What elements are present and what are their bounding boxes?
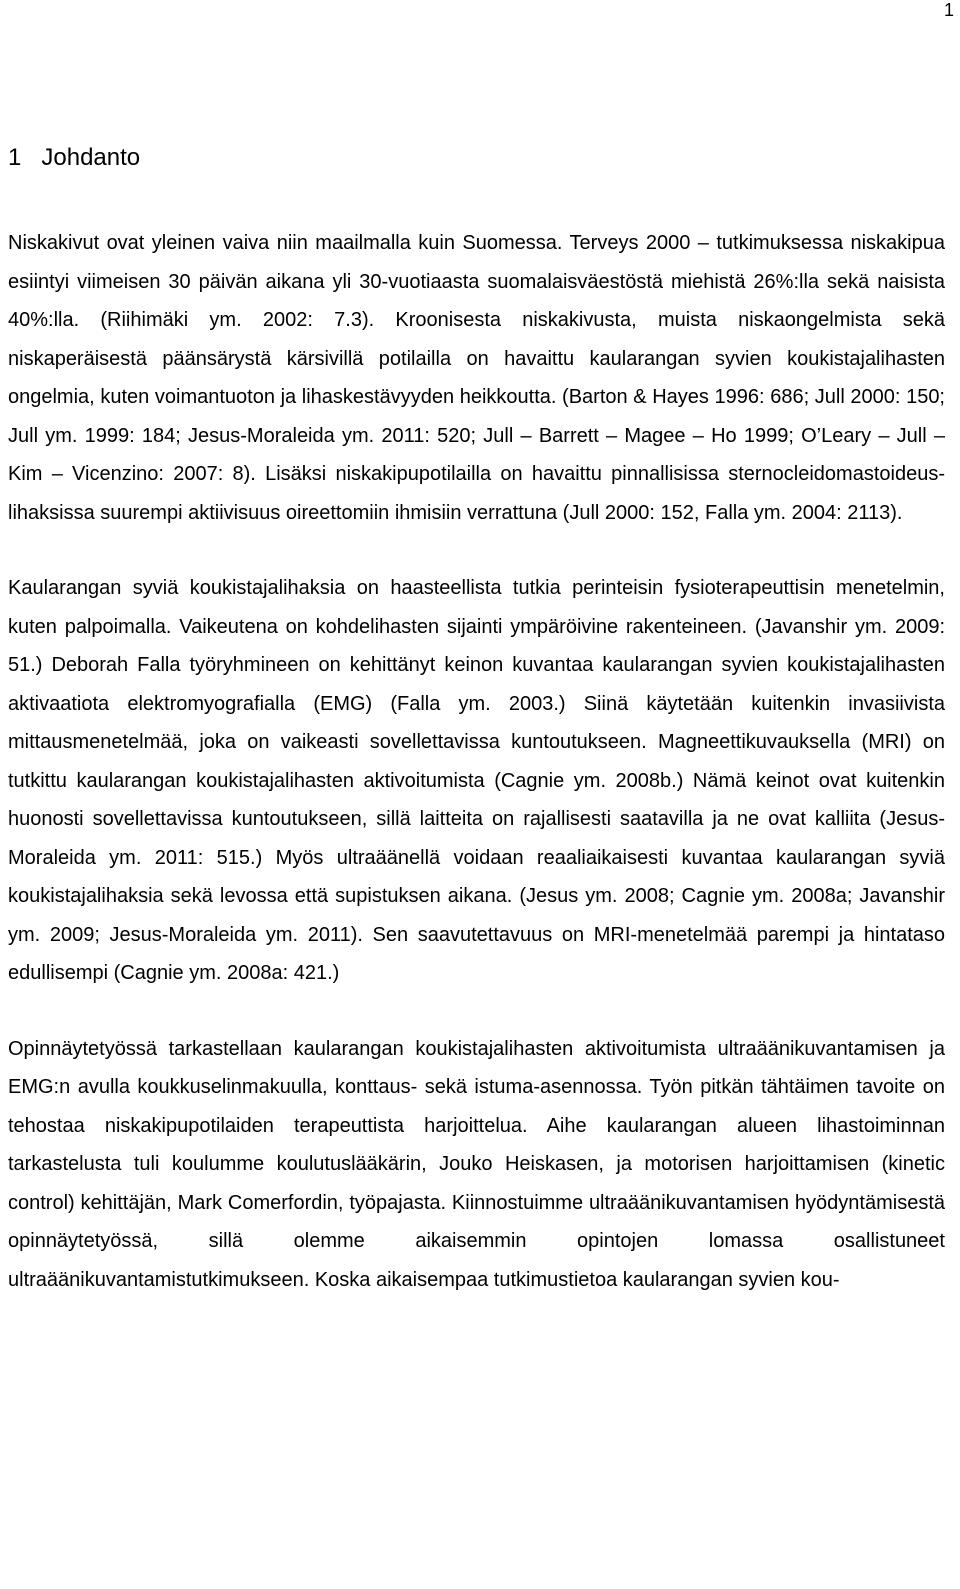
page-number: 1 [943, 0, 954, 20]
paragraph: Opinnäytetyössä tarkastellaan kaularangan koukistajalihasten aktivoitumista ultraäänikuvantamisen ja EMG:n avulla koukkuselinmakuulla, konttaus- sekä istuma-asennossa. Työn pitkän tähtäimen tavoite on tehostaa niskakipupotilaiden terapeuttista harjoittelua. Aihe kaularangan alueen lihastoiminnan tarkastelusta tuli koulumme koulutuslääkärin, Jouko Heiskasen, ja motorisen harjoittamisen (kinetic control) kehittäjän, Mark Comerfordin, työpajasta. Kiinnostuimme ultraäänikuvantamisen hyödyntämisestä opinnäytetyössä, sillä olemme aikaisemmin opintojen lomassa osallistuneet ultraäänikuvantamistutkimukseen. Koska aikaisempaa tutkimustietoa kaularangan syvien kou- [8, 1037, 945, 1291]
paragraph: Kaularangan syviä koukistajalihaksia on haasteellista tutkia perinteisin fysioterapeuttisin menetelmin, kuten palpoimalla. Vaikeutena on kohdelihasten sijainti ympäröivine rakenteineen. (Javanshir ym. 2009: 51.) Deborah Falla työryhmineen on kehittänyt keinon kuvantaa kaularangan syvien koukistajalihasten aktivaatiota elektromyografialla (EMG) (Falla ym. 2003.) Siinä käytetään kuitenkin invasiivista mittausmenetelmää, joka on vaikeasti sovellettavissa kuntoutukseen. Magneettikuvauksella (MRI) on tutkittu kaularangan koukistajalihasten aktivoitumista (Cagnie ym. 2008b.) Nämä keinot ovat kuitenkin huonosti sovellettavissa kuntoutukseen, sillä laitteita on rajallisesti saatavilla ja ne ovat kalliita (Jesus-Moraleida ym. 2011: 515.) Myös ultraäänellä voidaan reaaliaikaisesti kuvantaa kaularangan syviä koukistajalihaksia sekä levossa että supistuksen aikana. (Jesus ym. 2008; Cagnie ym. 2008a; Javanshir ym. 2009; Jesus-Moraleida ym. 2011). Sen saavutettavuus on MRI-menetelmää parempi ja hintataso edullisempi (Cagnie ym. 2008a: 421.) [8, 577, 945, 984]
paragraph: Niskakivut ovat yleinen vaiva niin maailmalla kuin Suomessa. Terveys 2000 – tutkimuksessa niskakipua esiintyi viimeisen 30 päivän aikana yli 30-vuotiaasta suomalaisväestöstä miehistä 26%:lla sekä naisista 40%:lla. (Riihimäki ym. 2002: 7.3). Kroonisesta niskakivusta, muista niskaongelmista sekä niskaperäisestä päänsärystä kärsivillä potilailla on havaittu kaularangan syvien koukistajalihasten ongelmia, kuten voimantuoton ja lihaskestävyyden heikkoutta. (Barton & Hayes 1996: 686; Jull 2000: 150; Jull ym. 1999: 184; Jesus-Moraleida ym. 2011: 520; Jull – Barrett – Magee – Ho 1999; O’Leary – Jull – Kim – Vicenzino: 2007: 8). Lisäksi niskakipupotilailla on havaittu pinnallisissa sternocleidomastoideus-lihaksissa suurempi aktiivisuus oireettomiin ihmisiin verrattuna (Jull 2000: 152, Falla ym. 2004: 2113). [8, 232, 945, 524]
section-heading [8, 143, 140, 173]
body-text [8, 224, 945, 1299]
section-title: Johdanto [41, 144, 141, 171]
section-number: 1 [8, 144, 22, 171]
